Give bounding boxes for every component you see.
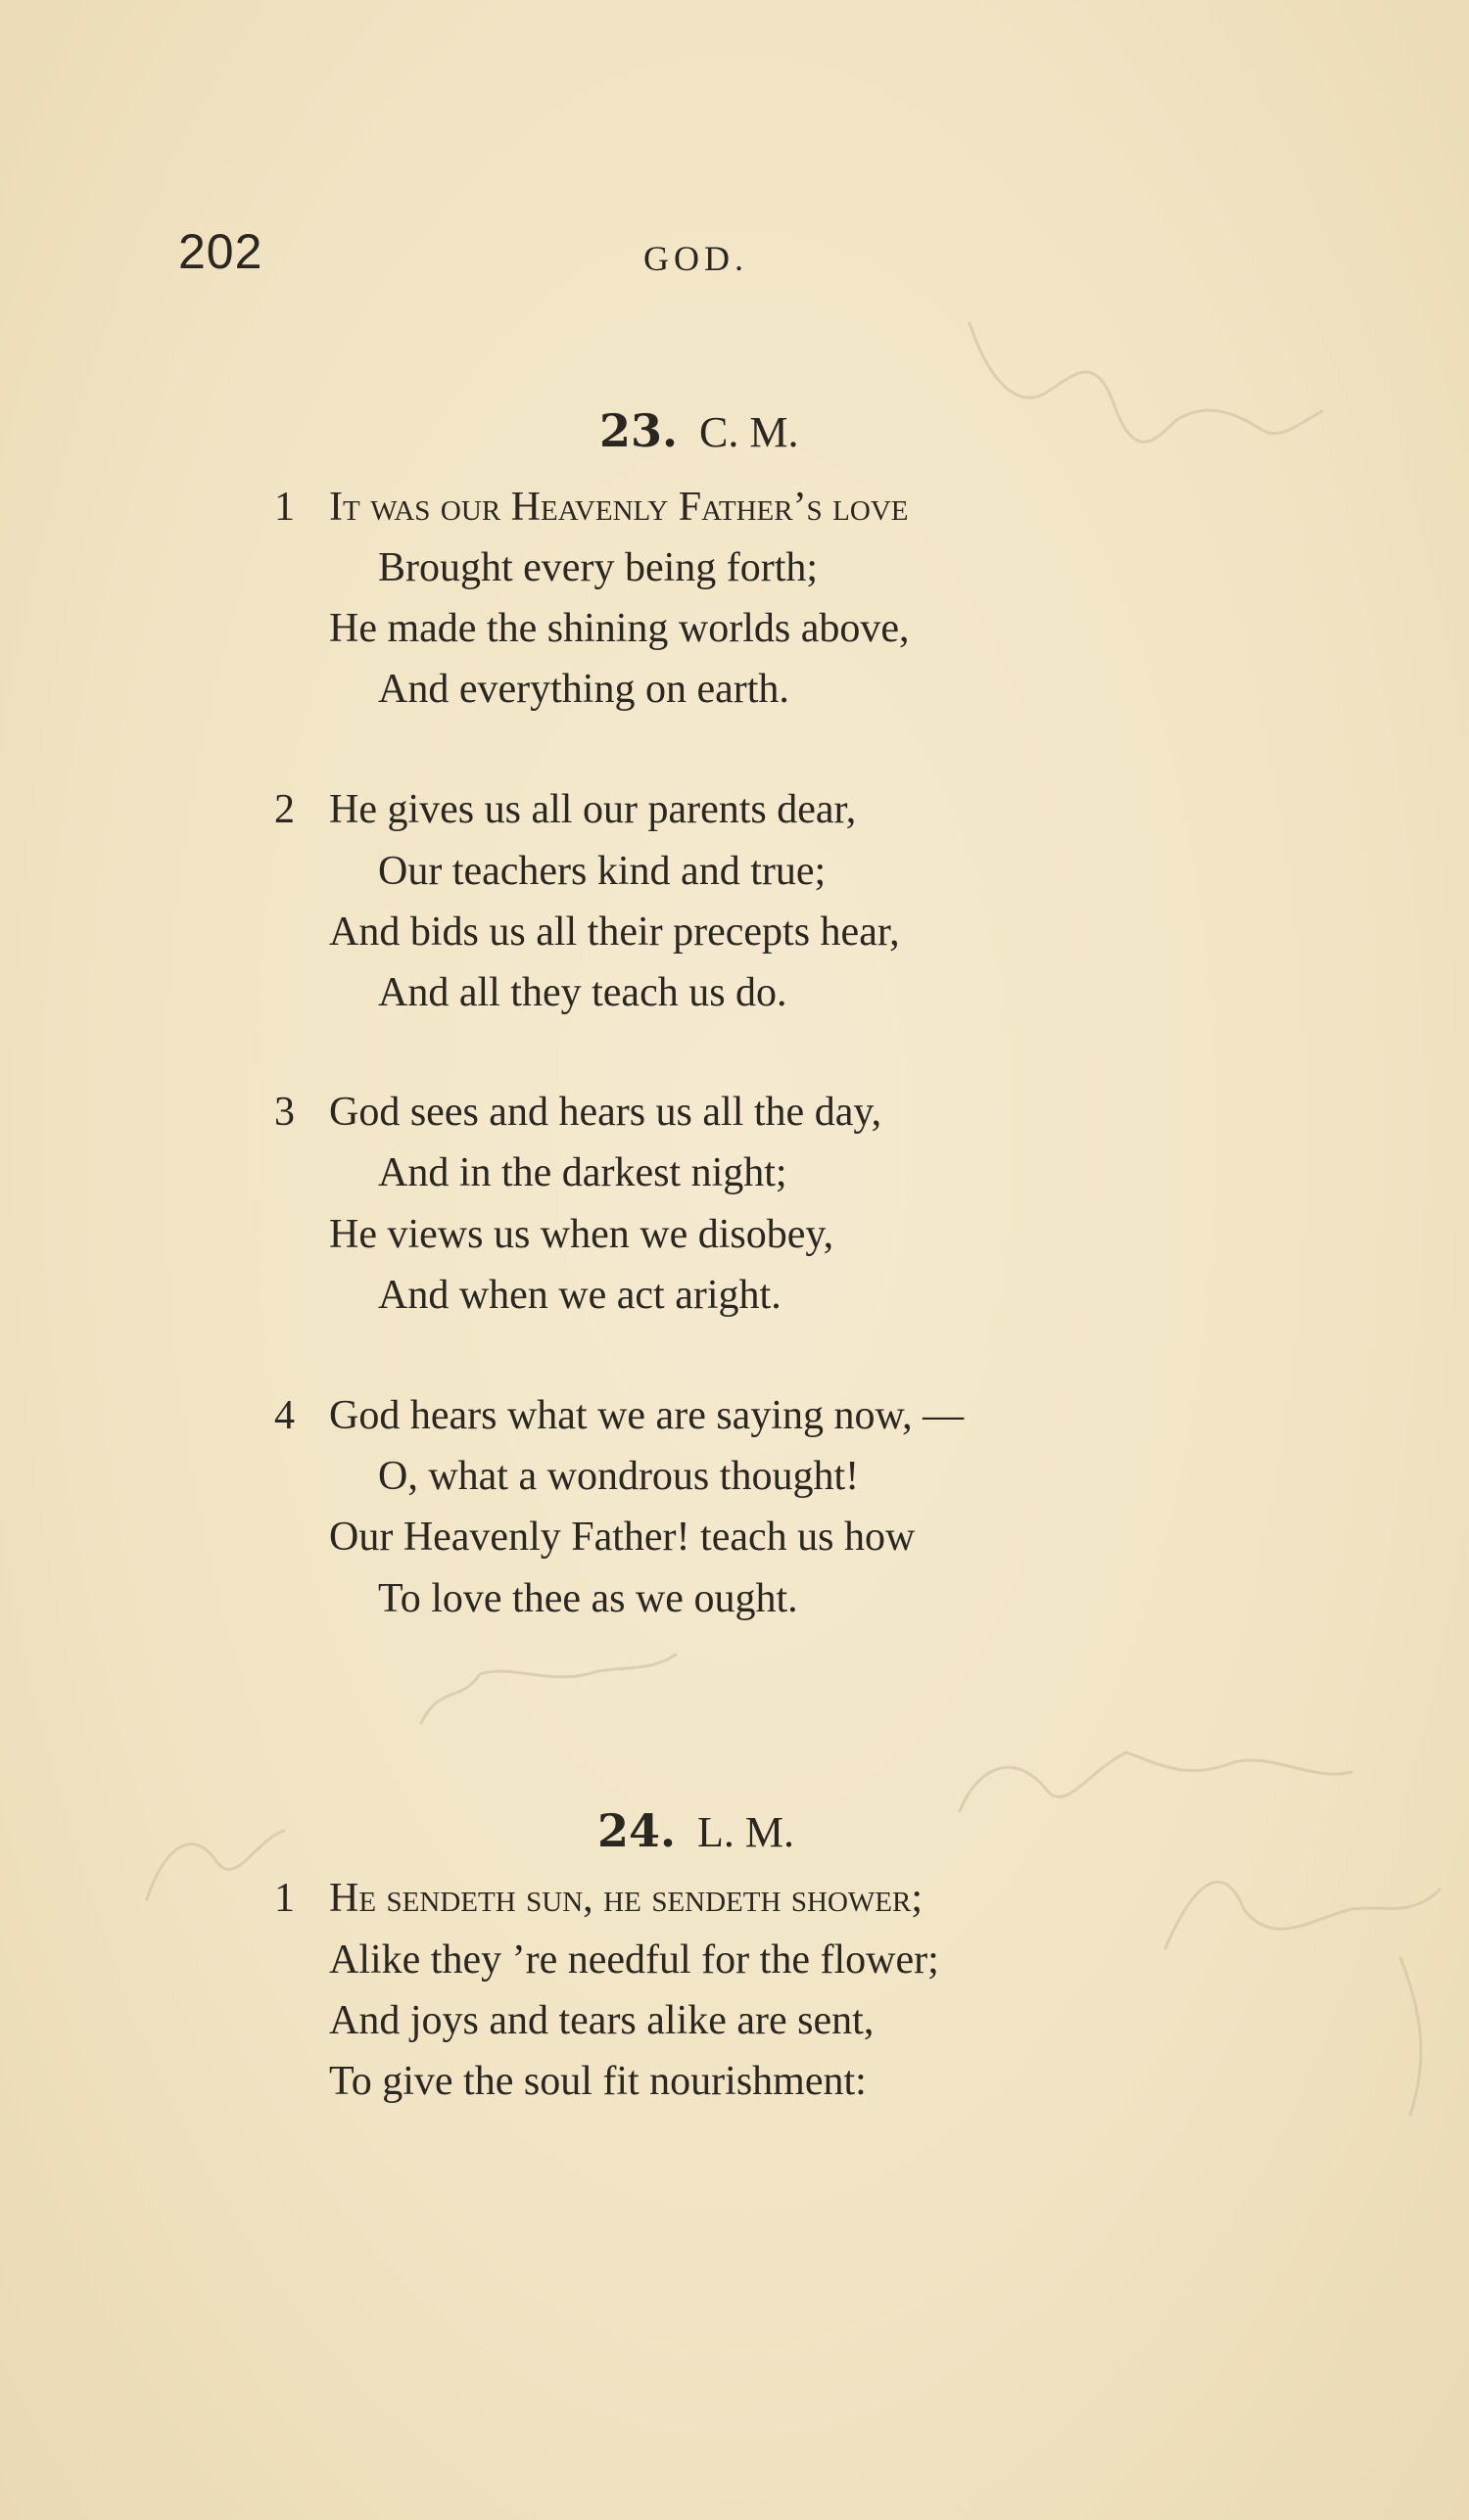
verse-line: Our Heavenly Father! teach us how bbox=[329, 1515, 916, 1560]
stanza-number: 4 bbox=[274, 1393, 295, 1438]
hymn-meter: L. M. bbox=[697, 1808, 795, 1856]
verse-line-text: It was our Heavenly Father’s love bbox=[329, 485, 909, 530]
verse-line-text: He sendeth sun, he sendeth shower; bbox=[329, 1876, 924, 1921]
pencil-scribble-far-right bbox=[1165, 1882, 1440, 1948]
verse-line: And all they teach us do. bbox=[378, 970, 787, 1015]
stanza-number: 1 bbox=[274, 485, 295, 530]
pencil-scribble-left bbox=[147, 1831, 284, 1899]
verse-line: Brought every being forth; bbox=[378, 545, 819, 590]
stanza-number: 3 bbox=[274, 1090, 295, 1135]
pencil-scribble-edge bbox=[1400, 1958, 1421, 2115]
stanza-number: 2 bbox=[274, 787, 295, 832]
verse-line: And everything on earth. bbox=[378, 667, 789, 712]
verse-line: God hears what we are saying now, — bbox=[329, 1393, 965, 1438]
verse-line: And when we act aright. bbox=[378, 1273, 782, 1318]
verse-line: Alike they ’re needful for the flower; bbox=[329, 1937, 939, 1983]
verse-line: And joys and tears alike are sent, bbox=[329, 1998, 875, 2043]
pencil-scribble-top bbox=[970, 323, 1322, 442]
verse-line: He made the shining worlds above, bbox=[329, 606, 910, 651]
page-number: 202 bbox=[178, 224, 263, 279]
hymn-number: 24. bbox=[597, 1804, 677, 1857]
verse-line: Our teachers kind and true; bbox=[378, 849, 827, 894]
verse-line bbox=[329, 484, 909, 531]
running-head: GOD. bbox=[643, 239, 748, 278]
verse-line: God sees and hears us all the day, bbox=[329, 1090, 882, 1135]
verse-line: To love thee as we ought. bbox=[378, 1576, 798, 1621]
verse-line: And bids us all their precepts hear, bbox=[329, 910, 900, 955]
pencil-scribble-right bbox=[960, 1752, 1351, 1811]
verse-line: To give the soul fit nourishment: bbox=[329, 2059, 867, 2104]
stanza-number: 1 bbox=[274, 1876, 295, 1921]
pencil-scribble-middle bbox=[421, 1655, 676, 1723]
verse-line bbox=[329, 1875, 923, 1922]
verse-line: He gives us all our parents dear, bbox=[329, 787, 857, 832]
verse-line: He views us when we disobey, bbox=[329, 1212, 834, 1257]
hymn-number: 23. bbox=[599, 404, 679, 457]
verse-line: And in the darkest night; bbox=[378, 1150, 787, 1195]
hymn-meter: C. M. bbox=[699, 408, 799, 456]
verse-line: O, what a wondrous thought! bbox=[378, 1454, 860, 1499]
